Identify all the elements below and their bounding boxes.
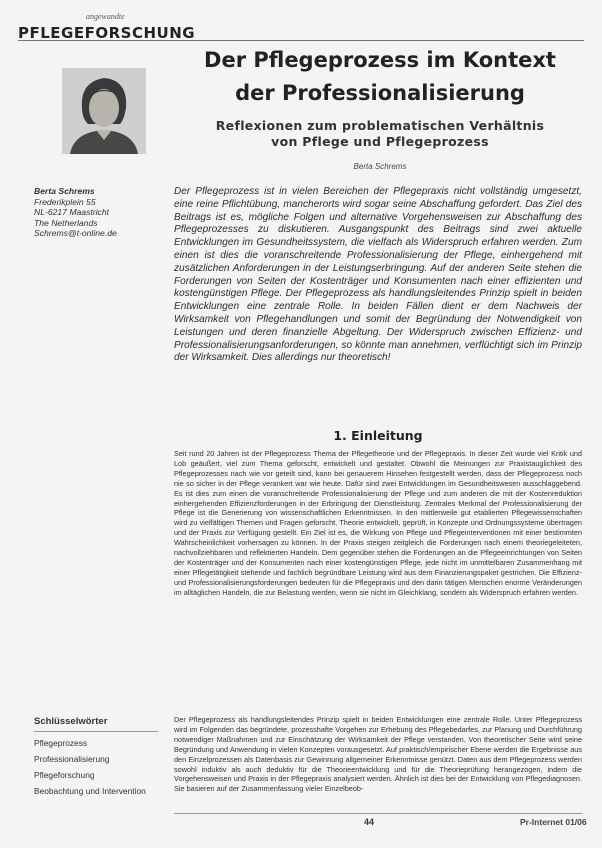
title-line-2: der Professionalisierung (235, 81, 525, 105)
section-heading: 1. Einleitung (333, 428, 423, 443)
address-city: NL-6217 Maastricht (34, 207, 109, 218)
article-abstract: Der Pflegeprozess ist in vielen Bereichen der Pflegepraxis nicht vollständig umgesetzt, eine reine Pflichtübung, mancherorts wird sogar seine Abschaffung gefordert. Das Ziel des Beitrags ist es, mögliche Folgen und alternative Vorgehensweisen zur Abschaffung des Pflegeprozesses zu diskutieren. Ausgangspunkt des Beitrags sind zwei aktuelle Entwicklungen im Gesundheitssystem, die vielfach als Widerspruch erfahren werden. Zum einen ist dies die voranschreitende Professionalisierung der Pflege, einhergehend mit zusätzlichen Anforderungen in der Leistungserbringung. Auf der anderen Seite stehen die Forderungen von Seiten der Kostenträger und Konsumenten nach einer effizienten und kostengünstigen Pflege. Der Pflegeprozess als handlungsleitendes Prinzip spielt in beiden Entwicklungen eine zentrale Rolle. In beiden Fällen dient er dem Nachweis der Wirksamkeit von Pflegehandlungen und somit der Begründung der Notwendigkeit von Leistungen und deren finanzielle Abgeltung. Der Widerspruch zwischen Effizienz- und Professionalisierungsanforderungen, so könnte man annehmen, verflüchtigt sich im Prinzip der Wirksamkeit. Dies allerdings nur theoretisch! (174, 186, 582, 364)
address-street: Frederikplein 55 (34, 196, 96, 207)
keyword-item: Beobachtung und Intervention (34, 786, 146, 796)
title-line-1: Der Pflegeprozess im Kontext (204, 48, 556, 72)
keyword-item: Professionalisierung (34, 754, 110, 764)
address-name: Berta Schrems (34, 186, 95, 196)
journal-supertitle: angewandte (86, 12, 125, 21)
keyword-item: Pflegeforschung (34, 770, 95, 780)
body-paragraph-2: Der Pflegeprozess als handlungsleitendes Prinzip spielt in beiden Entwicklungen eine zentrale Rolle. Unter Pflegeprozess wird im Folgenden das begründete, prozesshafte Vorgehen zur Erhebung des Pflegebedarfes, zur Planung und Durchführung notwendiger Maßnahmen und zur Einschätzung der Wirksamkeit der Pflege verstanden. Von theoretischer Seite wird seine Begründung und Anwendung in vielen Konzepten vorausgesetzt. Auf praktisch/empirischer Ebene werden die Ergebnisse aus den Einzelprozessen als Datenbasis zur Gewinnung allgemeiner Erkenntnisse genützt. Daten aus dem Pflegeprozess werden sowohl induktiv als auch deduktiv für die Theorieentwicklung und für die Theorieprüfung herangezogen, indem die Vorgehensweisen und Praxis in der Pflegepraxis analysiert werden. Ähnlich ist dies bei der Entwicklung von Pflegediagnosen. Sie basieren auf der Zusammenfassung vieler Einzelbeob- (174, 715, 582, 794)
body-paragraph-1: Seit rund 20 Jahren ist der Pflegeprozess Thema der Pflegetheorie und der Pflegepraxis. In dieser Zeit wurde viel Kritik und Lob geäußert, viel zum Thema geforscht, entwickelt und gestaltet. Obwohl die Meinungen zur Praxistauglichkeit des Pflegeprozesses nach wie vor geteilt sind, kann bei genauerem Hinsehen festgestellt werden, dass der Pflegeprozess noch nie so sicher in der Pflege verankert war wie heute. Dafür sind zwei Entwicklungen im Gesundheitswesen ausschlaggebend. Es ist dies zum einen die voranschreitende Professionalisierung der Pflege und zum anderen die mit der Kostenreduktion einhergehenden Effizienzforderungen in der Erbringung der Dienstleistung. Zentrales Merkmal der Professionalisierung der Pflege ist die Generierung von wissenschaftlichen Erkenntnissen. In den mittlerweile gut etablierten Pflegewissenschaften wird zu vielfältigen Themen und Fragen geforscht, Theorie entwickelt, geprüft, in Konzepte und Ordnungssysteme übertragen und der Praxis zur Verfügung gestellt. Ein Ziel ist es, die Wirkung von Pflege und Pflegeinterventionen mit einer bestimmten Wahrscheinlichkeit vorhersagen zu können. In der Praxis steigen zeitgleich die Forderungen nach einem theoriegeleiteten, nachvollziehbaren und reflektierten Handeln. Dem gegenüber stehen die Forderungen an die Pflegeeinrichtungen von Seiten der Kostenträger und der Konsumenten nach einer kostengünstigen Pflege, jede nicht im unmittelbaren Zusammenhang mit einer Pflegetätigkeit stehende und fachlich begründbare Leistung wird aus dem Finanzierungspaket gestrichen. Die Effizienz- und Professionalisierungsforderungen bedeuten für die Pflegepraxis und den darin tätigen Menschen enorme Veränderungen im alltäglichen Handeln, die zur Belastung werden, wenn sie nicht im Gleichklang, sondern als Widerspruch erfahren werden. (174, 449, 582, 597)
article-title (172, 44, 588, 110)
subtitle-line-2: von Pflege und Pflegeprozess (271, 134, 489, 149)
journal-name: PFLEGEFORSCHUNG (18, 24, 196, 42)
journal-issue: Pr-Internet 01/06 (520, 817, 587, 827)
keywords-list (34, 738, 164, 802)
author-byline: Berta Schrems (353, 162, 407, 171)
address-email: Schrems@t-online.de (34, 228, 117, 239)
author-portrait-image (62, 68, 146, 154)
address-country: The Netherlands (34, 217, 98, 228)
keyword-item: Pflegeprozess (34, 738, 88, 748)
footer-rule (174, 813, 582, 814)
header-rule (18, 40, 584, 41)
subtitle-line-1: Reflexionen zum problematischen Verhältnis (215, 118, 545, 133)
author-address (34, 186, 164, 239)
page-number: 44 (364, 817, 375, 827)
author-photo (62, 68, 146, 154)
keywords-heading: Schlüsselwörter (34, 716, 158, 732)
article-subtitle (172, 118, 588, 150)
